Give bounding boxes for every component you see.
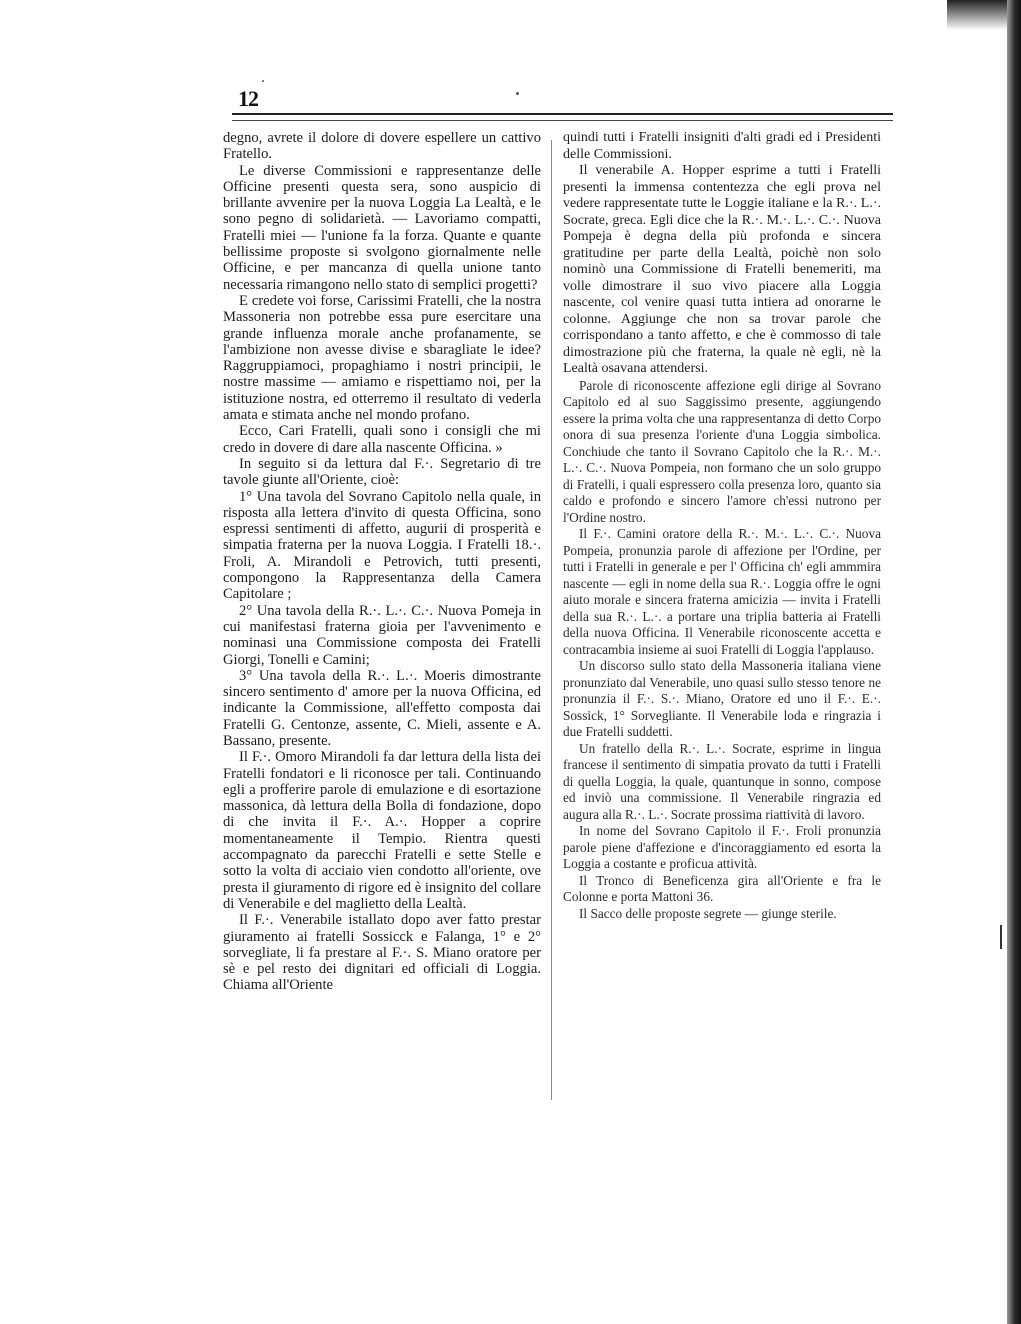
left-paragraph-6: 1° Una tavola del Sovrano Capitolo nella quale, in risposta alla lettera d'invito di questa Officina, sono espressi sentimenti di affetto, augurii di prosperità e simpatia fraterna per la nuova Loggia. I Fratelli 18.·. Froli, A. Mirandoli e Petrovich, tutti presenti, compongono la Rappresentanza della Camera Capitolare ; bbox=[223, 488, 541, 603]
right-paragraph-8: Il Tronco di Beneficenza gira all'Oriente e fra le Colonne e porta Mattoni 36. bbox=[563, 872, 881, 904]
right-column bbox=[563, 130, 881, 922]
margin-mark bbox=[1000, 925, 1002, 949]
right-paragraph-4: Il F.·. Camini oratore della R.·. M.·. L.·. C.·. Nuova Pompeia, pronunzia parole di affezione per l'Ordine, per tutti i Fratelli in generale e per l' Officina ch' egli ammmira nascente — egli in nome della sua R.·. Loggia offre le ogni aiuto morale e sincera fraterna amicizia — invita i Fratelli della sua R.·. L.·. a portare una triplia batteria ai Fratelli della nuova Officina. Il Venerabile riconoscente accetta e contracambia insieme ai suoi Fratelli di Loggia l'applauso. bbox=[563, 526, 881, 657]
right-paragraph-2: Il venerabile A. Hopper esprime a tutti i Fratelli presenti la immensa contentezza che egli prova nel vedere rappresentate tutte le Loggie italiane e la R.·. L.·. Socrate, greca. Egli dice che la R.·. M.·. L.·. C.·. Nuova Pompeja è degna della più profonda e sincera gratitudine per parte della Lealtà, poichè non solo nominò una Commissione di Fratelli benemeriti, ma volle dimostrare il suo vivo piacere alla Loggia nascente, col venire quasi tutta intiera ad onorarne le colonne. Aggiunge che non sa trovar parole che corrispondano a tanto affetto, e che è commosso di tale dimostrazione più che fraterna, la quale nè egli, nè la Lealtà osavana attendersi. bbox=[563, 163, 881, 376]
left-paragraph-7: 2° Una tavola della R.·. L.·. C.·. Nuova Pomeja in cui manifestasi fraterna gioia per l'avvenimento e nominasi una Commissione composta dei Fratelli Giorgi, Tonelli e Camini; bbox=[223, 602, 541, 668]
left-paragraph-1: degno, avrete il dolore di dovere espellere un cattivo Fratello. bbox=[223, 130, 541, 163]
right-paragraph-1: quindi tutti i Fratelli insigniti d'alti gradi ed i Presidenti delle Commissioni. bbox=[563, 130, 881, 162]
header-rule bbox=[232, 113, 893, 121]
left-paragraph-10: Il F.·. Venerabile istallato dopo aver fatto prestar giuramento ai fratelli Sossicck e Falanga, 1° e 2° sorvegliate, li fa prestare al F.·. S. Miano oratore per sè e pel resto dei dignitari ed officiali di Loggia. Chiama all'Oriente bbox=[223, 912, 541, 994]
left-paragraph-8: 3° Una tavola della R.·. L.·. Moeris dimostrante sincero sentimento d' amore per la nuova Officina, ed indicante la Commissione, all'effetto composta dai Fratelli G. Centonze, assente, C. Mieli, assente e A. Bassano, presente. bbox=[223, 667, 541, 749]
left-column bbox=[223, 130, 541, 994]
left-paragraph-9: Il F.·. Omoro Mirandoli fa dar lettura della lista dei Fratelli fondatori e li riconosce per tali. Continuando egli a profferire parole di emulazione e di esortazione massonica, dà lettura della Bolla di fondazione, dopo di che invita il F.·. A.·. Hopper a coprire momentaneamente il Tempio. Rientra questi accompagnato da parecchi Fratelli e sette Stelle e sotto la volta di acciaio vien condotto all'oriente, ove presta il giuramento di rigore ed è insignito del collare di Venerabile e del maglietto della Lealtà. bbox=[223, 749, 541, 912]
column-divider bbox=[551, 140, 552, 1100]
right-paragraph-7: In nome del Sovrano Capitolo il F.·. Froli pronunzia parole piene d'affezione e d'incoraggiamento ed esorta la Loggia a costante e proficua attività. bbox=[563, 823, 881, 871]
right-paragraph-9: Il Sacco delle proposte segrete — giunge sterile. bbox=[579, 905, 837, 921]
left-paragraph-4: Ecco, Cari Fratelli, quali sono i consigli che mi credo in dovere di dare alla nascente Officina. » bbox=[223, 423, 541, 456]
right-paragraph-5: Un discorso sullo stato della Massoneria italiana viene pronunziato dal Venerabile, uno quasi sullo stesso tenore ne pronunzia il F.·. S.·. Miano, Oratore ed uno il F.·. E.·. Sossick, 1° Sorvegliante. Il Venerabile loda e ringrazia i due Fratelli suddetti. bbox=[563, 658, 881, 739]
scan-edge-shadow bbox=[1007, 0, 1021, 1324]
paper-speck bbox=[516, 92, 519, 95]
left-paragraph-2: Le diverse Commissioni e rappresentanze delle Officine presenti questa sera, sono auspicio di brillante avvenire per la nuova Loggia La Lealtà, e le sono pegno di solidarietà. — Lavoriamo compatti, Fratelli miei — l'unione fa la forza. Quante e quante bellissime proposte si svolgono giornalmente nelle Officine, e per mancanza di quella unione tanto necessaria rimangono nello stato di semplici progetti? bbox=[223, 162, 541, 293]
left-paragraph-3: E credete voi forse, Carissimi Fratelli, che la nostra Massoneria non potrebbe essa pure esercitare una grande influenza morale anche profanamente, se l'ambizione non avesse divise e sbaragliate le idee? Raggruppiamoci, propaghiamo i nostri principii, le nostre massime — amiamo e rispettiamo noi, per la istituzione nostra, ed otterremo il resultato di vederla amata e stimata anche nel mondo profano. bbox=[223, 292, 541, 424]
right-paragraph-3: Parole di riconoscente affezione egli dirige al Sovrano Capitolo ed al suo Saggissimo presente, aggiungendo essere la prima volta che una rappresentanza di detto Corpo onora di sua presenza l'oriente d'una Loggia simbolica. Conchiude che tanto il Sovrano Capitolo che la R.·. M.·. L.·. C.·. Nuova Pompeia, non formano che un solo gruppo di Fratelli, i quali espressero colla presenza loro, quanto sia caldo e profondo e sincero l'amore ch'essi nutrono per l'Ordine nostro. bbox=[563, 377, 881, 525]
left-paragraph-5: In seguito si da lettura dal F.·. Segretario di tre tavole giunte all'Oriente, cioè: bbox=[223, 455, 541, 489]
right-paragraph-6: Un fratello della R.·. L.·. Socrate, esprime in lingua francese il sentimento di simpatia provato da tutti i Fratelli di quella Loggia, la quale, quantunque in sonno, compose ed inviò una commissione. Il Venerabile ringrazia ed augura alla R.·. L.·. Socrate prossima riattività di lavoro. bbox=[563, 740, 881, 822]
page-number: 12 bbox=[238, 86, 258, 111]
paper-speck bbox=[262, 80, 264, 82]
scan-edge-top bbox=[947, 0, 1007, 30]
